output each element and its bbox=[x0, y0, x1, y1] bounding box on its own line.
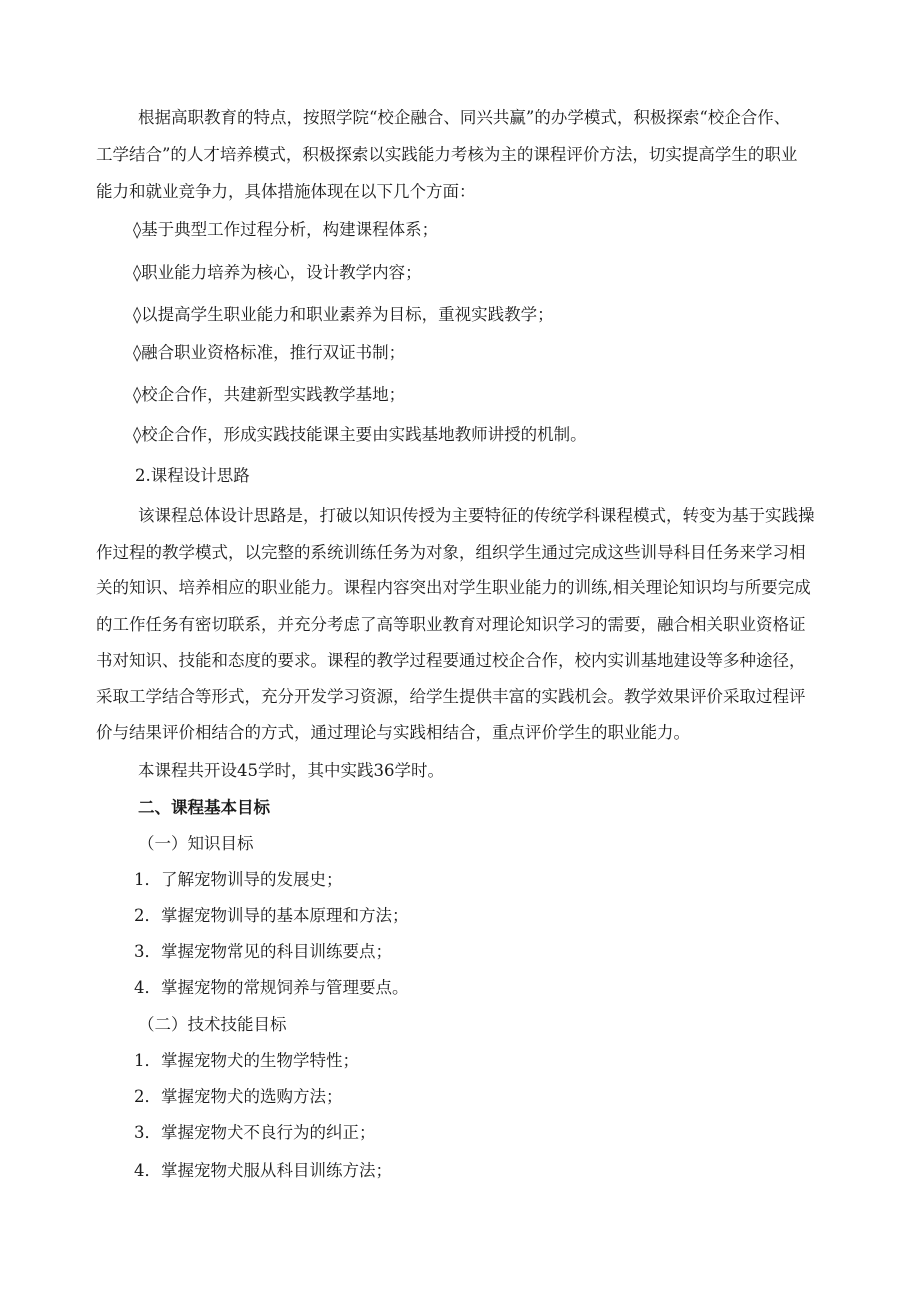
intro-line-2: 工学结合”的人才培养模式，积极探索以实践能力考核为主的课程评价方法，切实提高学生的职业 bbox=[96, 145, 798, 164]
measure-item: ◊校企合作，共建新型实践教学基地； bbox=[133, 385, 406, 404]
skill-item: 3．掌握宠物犬不良行为的纠正； bbox=[134, 1123, 376, 1142]
course-hours: 本课程共开设45学时，其中实践36学时。 bbox=[138, 761, 444, 780]
measure-item: ◊融合职业资格标准，推行双证书制； bbox=[133, 343, 406, 362]
design-line: 书对知识、技能和态度的要求。课程的教学过程要通过校企合作，校内实训基地建设等多种途径， bbox=[96, 651, 806, 670]
design-line: 采取工学结合等形式，充分开发学习资源，给学生提供丰富的实践机会。教学效果评价采取过程评 bbox=[96, 687, 806, 706]
design-line: 价与结果评价相结合的方式，通过理论与实践相结合，重点评价学生的职业能力。 bbox=[96, 723, 690, 742]
measure-item: ◊以提高学生职业能力和职业素养为目标，重视实践教学； bbox=[133, 305, 554, 324]
knowledge-item: 4．掌握宠物的常规饲养与管理要点。 bbox=[134, 978, 409, 997]
skill-item: 1．掌握宠物犬的生物学特性； bbox=[134, 1051, 359, 1070]
design-heading: 2.课程设计思路 bbox=[135, 466, 250, 485]
intro-line-3: 能力和就业竞争力，具体措施体现在以下几个方面： bbox=[96, 182, 476, 201]
section-heading-goals: 二、课程基本目标 bbox=[138, 798, 270, 817]
skill-item: 4．掌握宠物犬服从科目训练方法； bbox=[134, 1161, 392, 1180]
skill-item: 2．掌握宠物犬的选购方法； bbox=[134, 1087, 343, 1106]
knowledge-item: 2．掌握宠物训导的基本原理和方法； bbox=[134, 906, 409, 925]
measure-item: ◊基于典型工作过程分析，构建课程体系； bbox=[133, 220, 439, 239]
subheading-knowledge: （一）知识目标 bbox=[138, 834, 254, 853]
design-line: 关的知识、培养相应的职业能力。课程内容突出对学生职业能力的训练,相关理论知识均与所要完成 bbox=[96, 578, 811, 597]
measure-item: ◊校企合作，形成实践技能课主要由实践基地教师讲授的机制。 bbox=[133, 425, 587, 444]
design-line: 该课程总体设计思路是，打破以知识传授为主要特征的传统学科课程模式，转变为基于实践操 bbox=[138, 506, 815, 525]
intro-line-1: 根据高职教育的特点，按照学院“校企融合、同兴共赢”的办学模式，积极探索“校企合作、 bbox=[138, 108, 791, 127]
measure-item: ◊职业能力培养为核心，设计教学内容； bbox=[133, 263, 422, 282]
subheading-skills: （二）技术技能目标 bbox=[138, 1015, 287, 1034]
design-line: 的工作任务有密切联系，并充分考虑了高等职业教育对理论知识学习的需要，融合相关职业资格证 bbox=[96, 615, 806, 634]
knowledge-item: 1．了解宠物训导的发展史； bbox=[134, 870, 343, 889]
knowledge-item: 3．掌握宠物常见的科目训练要点； bbox=[134, 942, 392, 961]
design-line: 作过程的教学模式，以完整的系统训练任务为对象，组织学生通过完成这些训导科目任务来学习相 bbox=[96, 543, 806, 562]
